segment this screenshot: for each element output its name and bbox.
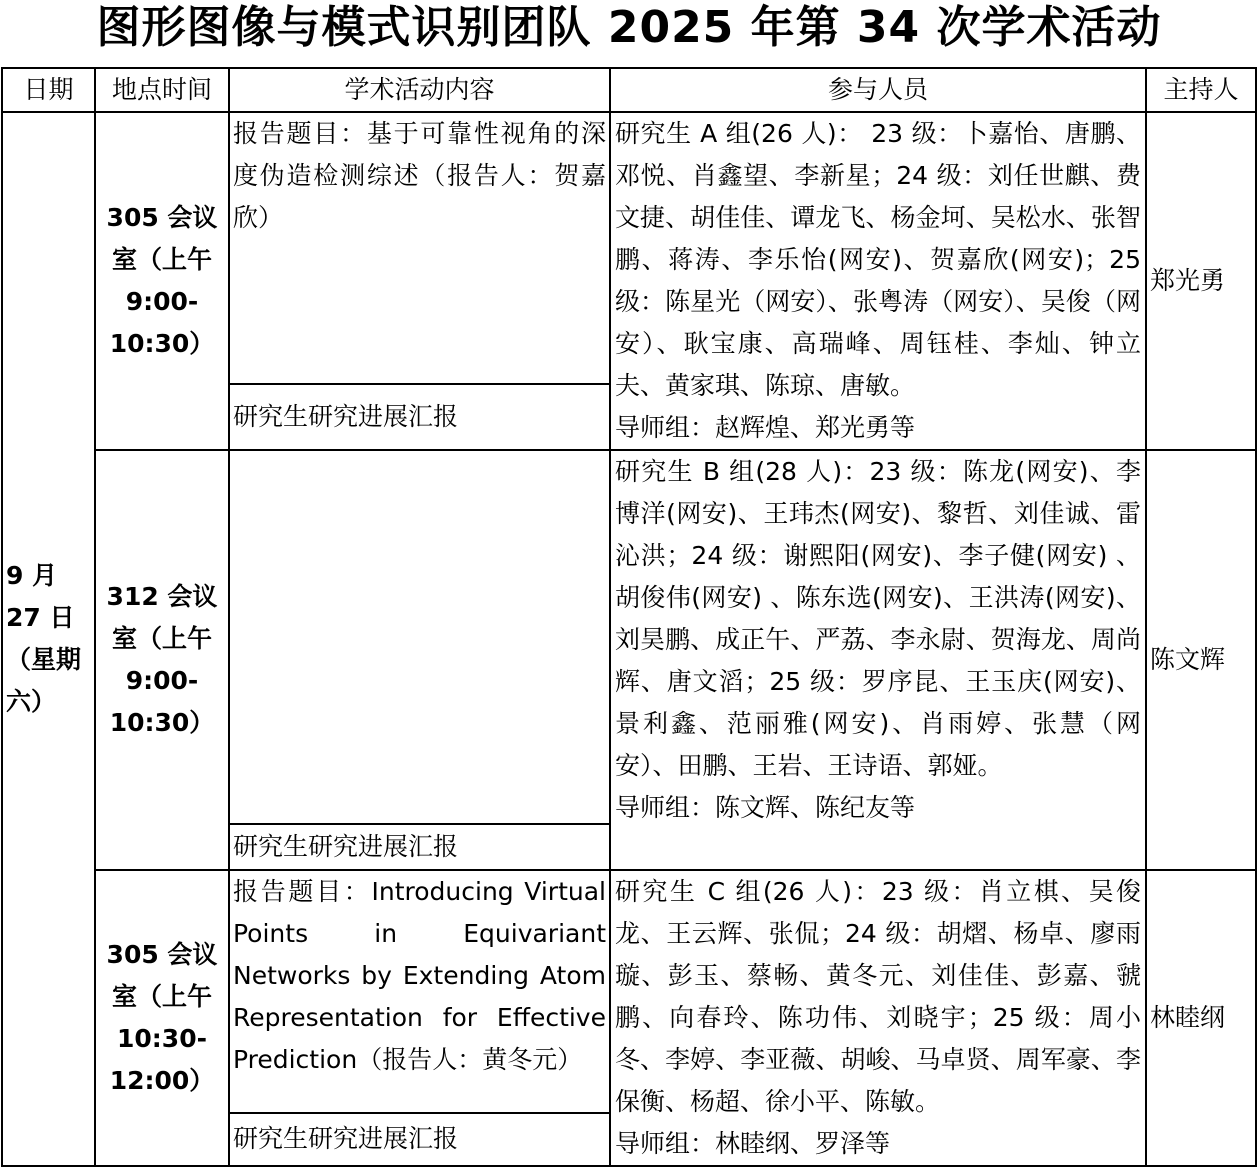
host-cell: 陈文辉 <box>1146 450 1256 870</box>
header-location: 地点时间 <box>95 68 229 112</box>
location-cell: 312 会议室（上午 9:00-10:30） <box>95 450 229 870</box>
session-row <box>2 112 1256 384</box>
participants-list: 研究生 C 组(26 人)：23 级：肖立棋、吴俊龙、王云辉、张侃；24 级：胡熠、杨卓、廖雨璇、彭玉、蔡畅、黄冬元、刘佳佳、彭嘉、虢鹏、向春玲、陈功伟、刘晓宇；25 级：周小冬、李婷、李亚薇、胡峻、马卓贤、周军豪、李保衡、杨超、徐小平、陈敏。 <box>615 877 1141 1116</box>
header-date: 日期 <box>2 68 95 112</box>
report-cell: 研究生研究进展汇报 <box>229 1113 610 1166</box>
session-row <box>2 450 1256 824</box>
page-title: 图形图像与模式识别团队 2025 年第 34 次学术活动 <box>96 2 1162 53</box>
topic-cell: 报告题目：基于可靠性视角的深度伪造检测综述（报告人：贺嘉欣） <box>229 112 610 384</box>
location-cell: 305 会议室（上午 9:00-10:30） <box>95 112 229 450</box>
participants-cell <box>610 112 1146 450</box>
report-cell: 研究生研究进展汇报 <box>229 824 610 870</box>
advisors: 导师组：陈文辉、陈纪友等 <box>615 793 916 822</box>
advisors: 导师组：赵辉煌、郑光勇等 <box>615 413 916 442</box>
participants-list: 研究生 A 组(26 人)： 23 级：卜嘉怡、唐鹏、邓悦、肖鑫望、李新星；24 级：刘任世麒、费文捷、胡佳佳、谭龙飞、杨金坷、吴松水、张智鹏、蒋涛、李乐怡(网安)、贺嘉欣(网安)；25 级：陈星光（网安）、张粤涛（网安）、吴俊（网安）、耿宝康、高瑞峰、周钰桂、李灿、钟立夫、黄家琪、陈琼、唐敏。 <box>615 119 1141 400</box>
host-cell: 林睦纲 <box>1146 870 1256 1166</box>
participants-cell <box>610 450 1146 870</box>
session-row <box>2 870 1256 1113</box>
participants-list: 研究生 B 组(28 人)：23 级：陈龙(网安)、李博洋(网安)、王玮杰(网安)、黎哲、刘佳诚、雷沁洪；24 级：谢熙阳(网安)、李子健(网安) 、胡俊伟(网安) 、陈东选(网安)、王洪涛(网安)、刘昊鹏、成正午、严荔、李永尉、贺海龙、周尚辉、唐文滔；25 级：罗序昆、王玉庆(网安)、景利鑫、范丽雅(网安)、肖雨婷、张慧（网安）、田鹏、王岩、王诗语、郭娅。 <box>615 457 1141 780</box>
header-participants: 参与人员 <box>610 68 1146 112</box>
activity-schedule-table <box>1 67 1257 1167</box>
header-host: 主持人 <box>1146 68 1256 112</box>
header-row <box>2 68 1256 112</box>
location-cell: 305 会议室（上午 10:30-12:00） <box>95 870 229 1166</box>
topic-cell: 报告题目：Introducing Virtual Points in Equivariant Networks by Extending Atom Representation for Effective Prediction（报告人：黄冬元） <box>229 870 610 1113</box>
header-content: 学术活动内容 <box>229 68 610 112</box>
host-cell: 郑光勇 <box>1146 112 1256 450</box>
report-cell: 研究生研究进展汇报 <box>229 384 610 450</box>
advisors: 导师组：林睦纲、罗泽等 <box>615 1129 891 1158</box>
topic-cell <box>229 450 610 824</box>
participants-cell <box>610 870 1146 1166</box>
date-cell: 9 月 27 日（星期六） <box>2 112 95 1166</box>
